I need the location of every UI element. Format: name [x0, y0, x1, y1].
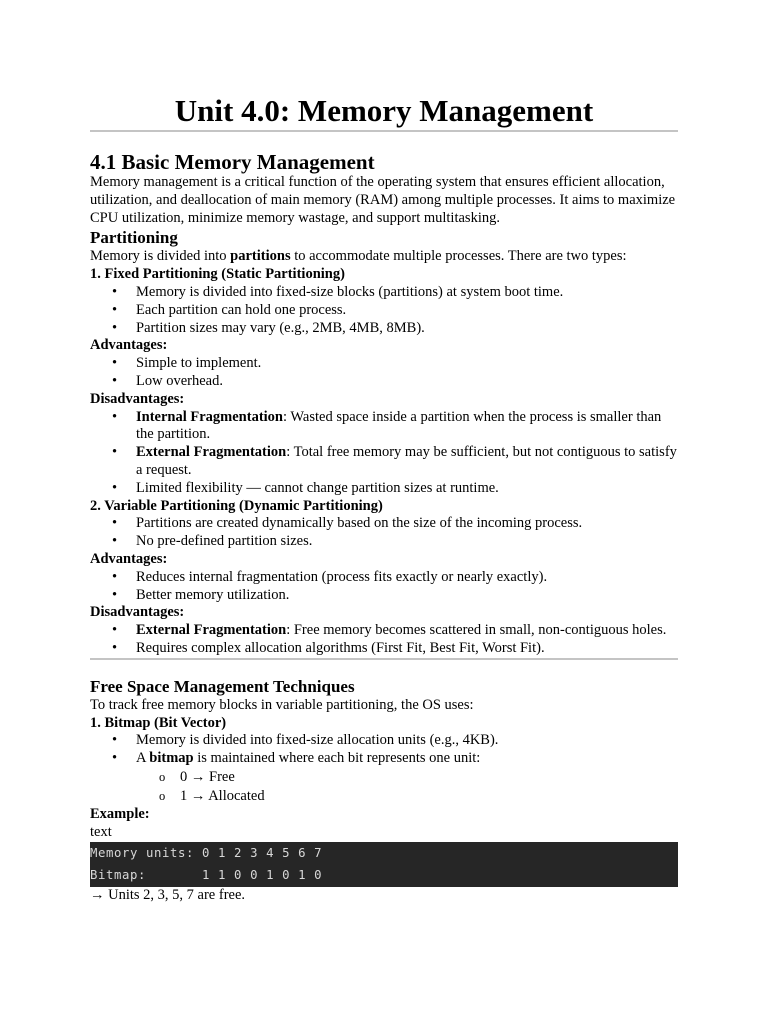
fixed-advantages — [90, 355, 678, 391]
partitioning-intro — [90, 248, 678, 266]
list-item — [90, 480, 678, 498]
variable-bullets — [90, 515, 678, 551]
term-text: : Wasted space inside a partition when the process is smaller than the partition. — [136, 408, 662, 443]
list-item: • Memory is divided into fixed-size allocation units (e.g., 4KB). — [90, 732, 678, 750]
term-text: Requires complex allocation algorithms (First Fit, Best Fit, Worst Fit). — [136, 639, 545, 656]
title-divider — [90, 130, 678, 132]
list-item: • Memory is divided into fixed-size blocks (partitions) at system boot time. — [90, 284, 678, 302]
sub-list-item: o 1 → Allocated — [90, 787, 678, 806]
term: External Fragmentation — [136, 622, 287, 639]
code-line: Bitmap: 1 1 0 0 1 0 1 0 — [90, 868, 323, 882]
variable-disadvantages-label: Disadvantages: — [90, 604, 185, 621]
variable-advantages — [90, 569, 678, 605]
document-content — [90, 92, 678, 904]
bitmap-result: → Units 2, 3, 5, 7 are free. — [90, 886, 246, 903]
bullet-pre: A — [136, 750, 150, 767]
free-space-heading: Free Space Management Techniques — [90, 676, 355, 696]
page-title: Unit 4.0: Memory Management — [174, 93, 594, 128]
example-label: Example: — [90, 805, 150, 822]
list-item — [90, 750, 678, 768]
fixed-advantages-label: Advantages: — [90, 337, 168, 354]
partitioning-intro-bold: partitions — [230, 248, 291, 265]
list-item: • Reduces internal fragmentation (process fits exactly or nearly exactly). — [90, 569, 678, 587]
section-divider — [90, 658, 678, 660]
bullet-bold: bitmap — [149, 750, 194, 767]
bullet-post: is maintained where each bit represents one unit: — [193, 750, 481, 767]
partitioning-intro-pre: Memory is divided into — [90, 248, 231, 265]
list-item: • Each partition can hold one process. — [90, 302, 678, 320]
term-text: : Free memory becomes scattered in small, non-contiguous holes. — [286, 622, 667, 639]
free-space-intro: To track free memory blocks in variable partitioning, the OS uses: — [90, 696, 474, 713]
list-item — [90, 640, 678, 658]
code-line: Memory units: 0 1 2 3 4 5 6 7 — [90, 845, 323, 860]
list-item — [90, 409, 678, 445]
term: External Fragmentation — [136, 444, 287, 461]
list-item: • Better memory utilization. — [90, 587, 678, 605]
term-text: : Total free memory may be sufficient, but not contiguous to satisfy a request. — [136, 444, 677, 478]
list-item: • No pre-defined partition sizes. — [90, 533, 678, 551]
variable-partitioning-heading: 2. Variable Partitioning (Dynamic Partitioning) — [90, 497, 383, 514]
partitioning-intro-post: to accommodate multiple processes. There are two types: — [290, 248, 627, 265]
list-item: • Partition sizes may vary (e.g., 2MB, 4MB, 8MB). — [90, 320, 678, 338]
fixed-disadvantages — [90, 409, 678, 498]
list-item — [90, 622, 678, 640]
fixed-disadvantages-label: Disadvantages: — [90, 390, 185, 407]
list-item: • Partitions are created dynamically based on the size of the incoming process. — [90, 515, 678, 533]
sub-list-item: o 0 → Free — [90, 768, 678, 787]
partitioning-heading: Partitioning — [90, 228, 178, 248]
list-item: • Low overhead. — [90, 373, 678, 391]
list-item — [90, 444, 678, 480]
term: Internal Fragmentation — [136, 408, 283, 425]
bitmap-heading: 1. Bitmap (Bit Vector) — [90, 714, 227, 731]
code-block — [90, 842, 678, 887]
variable-disadvantages — [90, 622, 678, 658]
list-item: • Simple to implement. — [90, 355, 678, 373]
section-heading: 4.1 Basic Memory Management — [90, 150, 375, 174]
fixed-bullets — [90, 284, 678, 337]
fixed-partitioning-heading: 1. Fixed Partitioning (Static Partitioning) — [90, 266, 345, 283]
variable-advantages-label: Advantages: — [90, 550, 168, 567]
section-intro: Memory management is a critical function of the operating system that ensures efficient allocation, utilization, and deallocation of main memory (RAM) among multiple processes. It aims to maximize CPU utilization, minimize memory wastage, and support multitasking. — [90, 174, 676, 226]
term-text: Limited flexibility — cannot change partition sizes at runtime. — [136, 479, 499, 496]
code-language-label: text — [90, 823, 112, 840]
bitmap-subitems — [90, 768, 678, 806]
bitmap-bullets — [90, 732, 678, 768]
